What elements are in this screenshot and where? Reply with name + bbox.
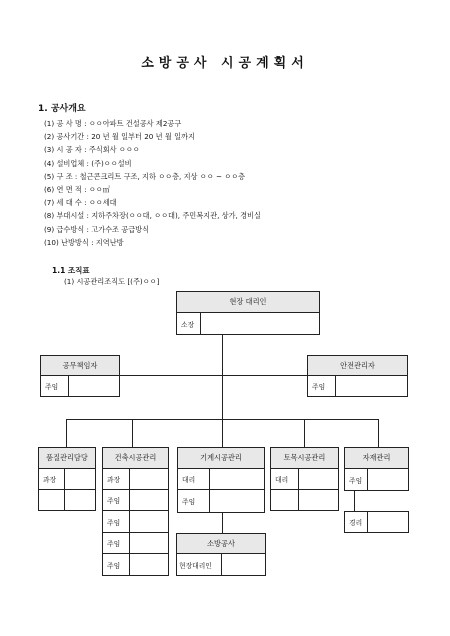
org-box-civil: 토목시공관리 (270, 447, 339, 469)
org-role-label: 과장 (102, 468, 130, 490)
connector-line (378, 419, 379, 447)
connector-line (66, 419, 378, 420)
overview-item: (6) 연 면 적 : ㅇㅇ㎡ (44, 185, 110, 195)
org-role-label: 주임 (307, 375, 336, 397)
overview-list (44, 117, 261, 249)
org-role-blank (38, 489, 65, 511)
org-chart-caption: (1) 시공관리조직도 [(주)ㅇㅇ] (64, 277, 160, 286)
org-role-label: 주임 (102, 553, 130, 576)
org-role-label: 과장 (38, 468, 65, 490)
connector-line (222, 513, 223, 533)
org-role-label: 현장대리인 (176, 553, 222, 576)
overview-item: (2) 공사기간 : 20 년 월 일부터 20 년 월 일까지 (44, 132, 195, 142)
org-role-label: 주임 (102, 489, 130, 511)
org-role-label: 주임 (102, 510, 130, 533)
org-box-materials: 자재관리 (344, 447, 409, 469)
org-role-blank (129, 532, 169, 554)
org-box-quality: 품질관리담당 (38, 447, 96, 469)
org-role-label: 대리 (177, 468, 210, 490)
overview-item: (7) 세 대 수 : ㅇㅇ세대 (44, 198, 117, 208)
connector-line (354, 490, 355, 511)
org-role-label: 대리 (270, 468, 299, 490)
org-role-label: 주임 (102, 532, 130, 554)
org-role-blank (64, 489, 96, 511)
document-title: 소방공사 시공계획서 (141, 56, 309, 71)
org-role-blank (298, 468, 339, 490)
org-role-blank (298, 489, 339, 511)
overview-item: (5) 구 조 : 철근콘크리트 구조, 지하 ㅇㅇ층, 지상 ㅇㅇ ~ ㅇㅇ층 (44, 171, 246, 181)
org-box-safety-manager: 안전관리자 (307, 355, 408, 376)
org-role-blank (64, 468, 96, 490)
section-heading-overview: 1. 공사개요 (38, 104, 86, 114)
org-role-blank (221, 553, 266, 576)
connector-line (222, 335, 223, 447)
overview-item: (4) 설비업체 : (주)ㅇㅇ설비 (44, 158, 132, 168)
org-role-blank (367, 468, 409, 491)
section-heading-org: 1.1 조직표 (52, 266, 90, 275)
org-role-label: 경리 (344, 511, 368, 533)
connector-line (120, 375, 308, 376)
org-role-blank (209, 468, 265, 490)
org-role-blank (129, 553, 169, 576)
org-box-admin-chief: 공무책임자 (40, 355, 120, 376)
overview-item: (9) 급수방식 : 고가수조 공급방식 (44, 224, 150, 234)
overview-item: (10) 난방방식 : 지역난방 (44, 237, 124, 247)
org-role-blank (367, 511, 409, 533)
org-box-fire-protection: 소방공사 (176, 533, 266, 554)
connector-line (132, 419, 133, 447)
org-role-blank (129, 468, 169, 490)
org-role-blank (200, 312, 320, 335)
connector-line (66, 419, 67, 447)
org-role-blank (209, 489, 265, 513)
org-role-label: 소장 (176, 312, 201, 335)
org-box-mechanical: 기계시공관리 (177, 447, 265, 469)
overview-item: (1) 공 사 명 : ㅇㅇ아파트 건설공사 제2공구 (44, 119, 182, 128)
org-role-blank (335, 375, 408, 397)
org-box-site-agent: 현장 대리인 (176, 291, 320, 313)
org-role-blank (129, 510, 169, 533)
org-role-label: 주임 (344, 468, 368, 491)
org-role-label: 주임 (177, 489, 210, 513)
org-box-architecture: 건축시공관리 (102, 447, 169, 469)
overview-item: (3) 시 공 자 : 주식회사 ㅇㅇㅇ (44, 145, 140, 155)
org-role-label: 주임 (40, 375, 69, 397)
org-role-blank (129, 489, 169, 511)
connector-line (304, 419, 305, 447)
overview-item: (8) 부대시설 : 지하주차장(ㅇㅇ대, ㅇㅇ대), 주민복지관, 상가, 경비실 (44, 211, 261, 221)
org-role-blank (68, 375, 120, 397)
org-role-blank (270, 489, 299, 511)
